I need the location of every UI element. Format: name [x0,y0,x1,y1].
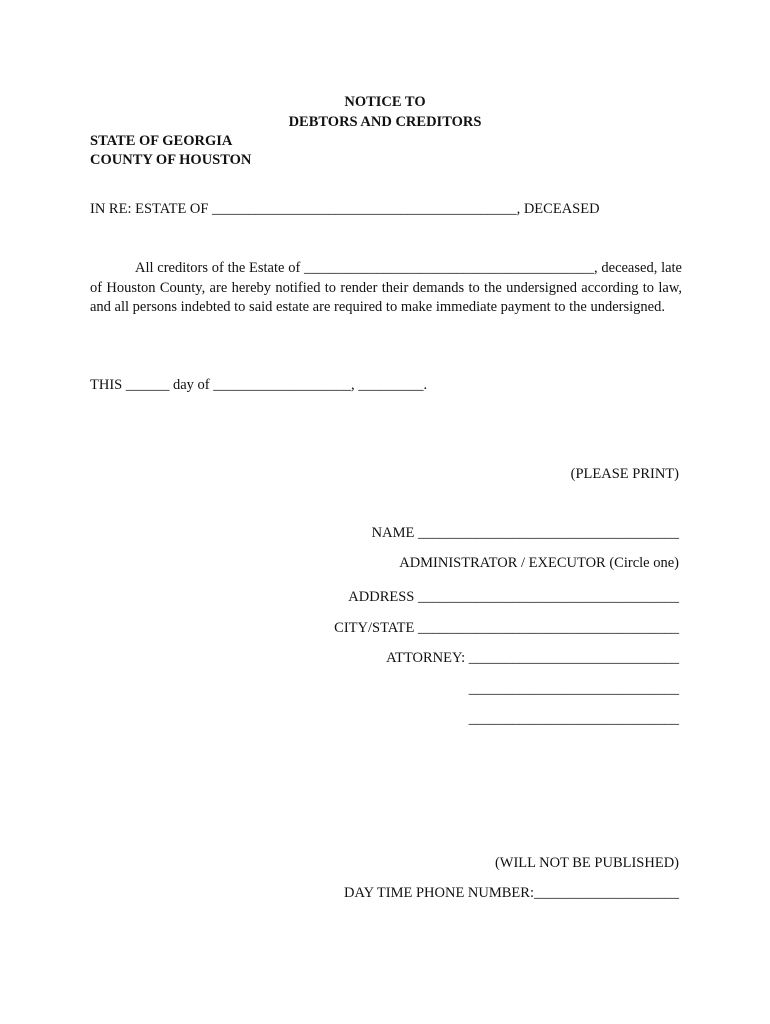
phone-number-field: DAY TIME PHONE NUMBER:____________________ [344,885,679,901]
date-line: THIS ______ day of ___________________, _________. [90,377,428,393]
notice-paragraph-text: All creditors of the Estate of ________________________________________, deceased, late of Houston County, are hereby notified to render their demands to the undersigned according to law, and all persons indebted to said estate are required to make immediate payment to the undersigned. [90,260,682,315]
title-line-2: DEBTORS AND CREDITORS [288,114,482,130]
county-label: COUNTY OF HOUSTON [90,152,252,168]
notice-paragraph [90,259,682,318]
role-field: ADMINISTRATOR / EXECUTOR (Circle one) [399,555,679,571]
state-label: STATE OF GEORGIA [90,133,233,149]
not-published-note: (WILL NOT BE PUBLISHED) [494,855,679,871]
please-print-note: (PLEASE PRINT) [570,466,679,482]
name-field: NAME ____________________________________ [371,525,679,541]
attorney-field: ATTORNEY: _____________________________ [386,650,679,666]
attorney-line-2: _____________________________ [468,681,679,697]
title-line-1: NOTICE TO [344,94,426,110]
city-state-field: CITY/STATE ____________________________________ [334,620,679,636]
attorney-line-3: _____________________________ [468,711,679,727]
in-re-estate-line: IN RE: ESTATE OF __________________________________________, DECEASED [90,201,600,217]
address-field: ADDRESS ____________________________________ [348,589,679,605]
